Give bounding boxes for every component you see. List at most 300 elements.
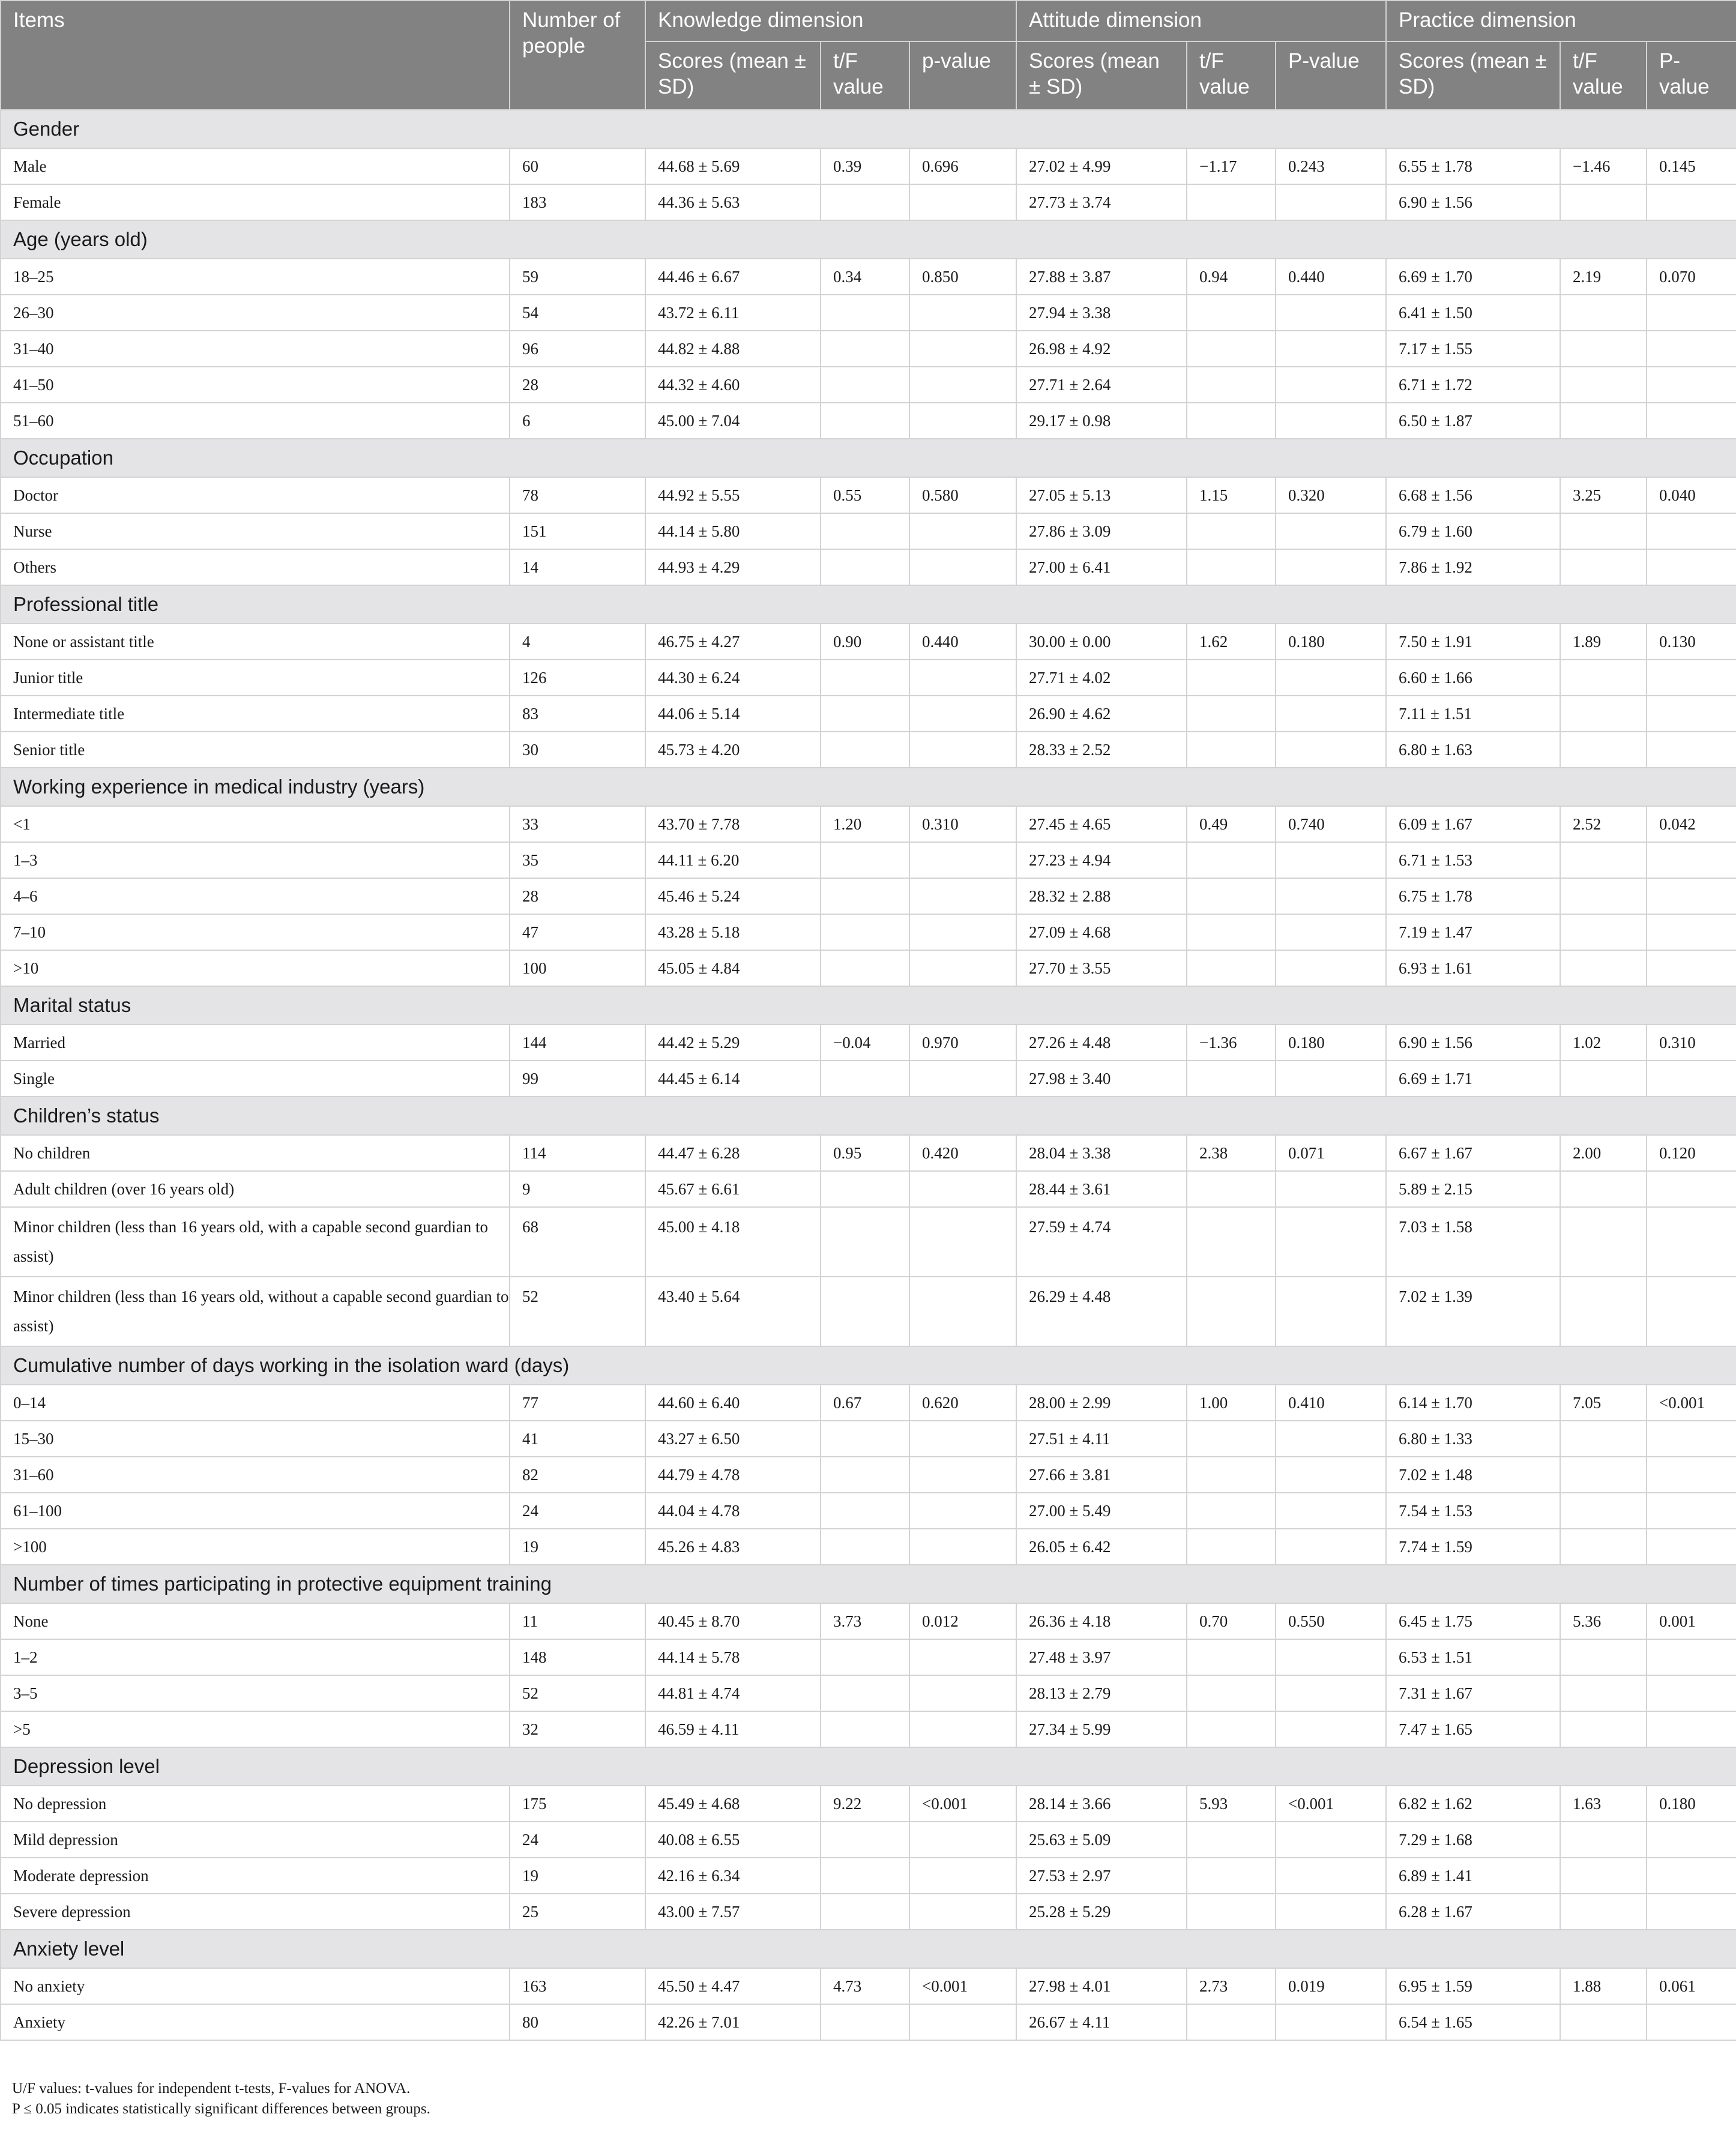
cell-practice-scores: 6.67 ± 1.67: [1386, 1135, 1560, 1171]
cell-practice-tf: [1560, 1894, 1647, 1930]
cell-attitude-scores: 25.28 ± 5.29: [1016, 1894, 1187, 1930]
cell-practice-p: [1647, 513, 1736, 549]
cell-practice-scores: 6.53 ± 1.51: [1386, 1639, 1560, 1675]
cell-practice-tf: [1560, 732, 1647, 768]
cell-item: 61–100: [1, 1493, 510, 1529]
cell-practice-p: [1647, 2004, 1736, 2040]
cell-knowledge-scores: 45.50 ± 4.47: [645, 1968, 821, 2004]
cell-knowledge-tf: [821, 1207, 909, 1277]
cell-count: 24: [510, 1493, 645, 1529]
cell-practice-p: [1647, 1457, 1736, 1493]
cell-attitude-scores: 27.59 ± 4.74: [1016, 1207, 1187, 1277]
table-row: [1, 1894, 1736, 1930]
cell-knowledge-scores: 45.49 ± 4.68: [645, 1786, 821, 1822]
cell-knowledge-tf: [821, 696, 909, 732]
cell-attitude-scores: 27.66 ± 3.81: [1016, 1457, 1187, 1493]
table-row: [1, 1675, 1736, 1711]
cell-knowledge-scores: 43.72 ± 6.11: [645, 295, 821, 331]
footnote-tf: U/F values: t-values for independent t-tests, F-values for ANOVA.: [12, 2080, 411, 2097]
cell-practice-scores: 7.11 ± 1.51: [1386, 696, 1560, 732]
cell-attitude-scores: 26.90 ± 4.62: [1016, 696, 1187, 732]
cell-knowledge-p: [909, 1529, 1016, 1565]
cell-item: None: [1, 1603, 510, 1639]
cell-attitude-tf: [1187, 1207, 1276, 1277]
cell-attitude-scores: 27.34 ± 5.99: [1016, 1711, 1187, 1747]
cell-attitude-scores: 27.02 ± 4.99: [1016, 148, 1187, 184]
cell-practice-p: [1647, 1421, 1736, 1457]
table-row: [1, 1858, 1736, 1894]
table-row: [1, 148, 1736, 184]
cell-attitude-scores: 27.73 ± 3.74: [1016, 184, 1187, 220]
cell-knowledge-p: [909, 696, 1016, 732]
table-row: [1, 1457, 1736, 1493]
cell-knowledge-p: [909, 295, 1016, 331]
cell-attitude-tf: 0.94: [1187, 259, 1276, 295]
cell-count: 6: [510, 403, 645, 439]
table-row: [1, 477, 1736, 513]
cell-attitude-p: [1276, 1421, 1386, 1457]
cell-item: Adult children (over 16 years old): [1, 1171, 510, 1207]
cell-practice-p: [1647, 878, 1736, 914]
cell-item: Others: [1, 549, 510, 585]
cell-knowledge-scores: 44.11 ± 6.20: [645, 842, 821, 878]
cell-item: 51–60: [1, 403, 510, 439]
cell-knowledge-p: [909, 1675, 1016, 1711]
cell-item: 41–50: [1, 367, 510, 403]
cell-attitude-tf: 2.73: [1187, 1968, 1276, 2004]
cell-attitude-tf: [1187, 950, 1276, 986]
cell-attitude-scores: 26.98 ± 4.92: [1016, 331, 1187, 367]
cell-knowledge-tf: [821, 732, 909, 768]
cell-knowledge-tf: [821, 367, 909, 403]
cell-attitude-tf: 1.00: [1187, 1385, 1276, 1421]
cell-knowledge-tf: 0.67: [821, 1385, 909, 1421]
cell-practice-scores: 6.55 ± 1.78: [1386, 148, 1560, 184]
cell-attitude-tf: [1187, 403, 1276, 439]
cell-attitude-p: [1276, 878, 1386, 914]
table-row: [1, 549, 1736, 585]
cell-count: 183: [510, 184, 645, 220]
cell-attitude-tf: 1.62: [1187, 624, 1276, 660]
cell-practice-scores: 6.75 ± 1.78: [1386, 878, 1560, 914]
cell-attitude-scores: 28.33 ± 2.52: [1016, 732, 1187, 768]
cell-practice-p: [1647, 1711, 1736, 1747]
cell-attitude-scores: 27.70 ± 3.55: [1016, 950, 1187, 986]
cell-attitude-p: [1276, 1529, 1386, 1565]
cell-knowledge-scores: 45.67 ± 6.61: [645, 1171, 821, 1207]
cell-item: Moderate depression: [1, 1858, 510, 1894]
cell-knowledge-p: 0.440: [909, 624, 1016, 660]
cell-practice-p: [1647, 367, 1736, 403]
cell-knowledge-scores: 45.00 ± 7.04: [645, 403, 821, 439]
cell-count: 77: [510, 1385, 645, 1421]
cell-knowledge-scores: 44.46 ± 6.67: [645, 259, 821, 295]
cell-practice-p: 0.130: [1647, 624, 1736, 660]
cell-attitude-p: [1276, 1858, 1386, 1894]
cell-knowledge-p: [909, 1171, 1016, 1207]
cell-practice-p: 0.145: [1647, 148, 1736, 184]
cell-knowledge-tf: 0.39: [821, 148, 909, 184]
cell-attitude-tf: [1187, 1639, 1276, 1675]
cell-knowledge-tf: [821, 1639, 909, 1675]
cell-attitude-scores: 27.53 ± 2.97: [1016, 1858, 1187, 1894]
cell-attitude-p: 0.740: [1276, 806, 1386, 842]
table-footnotes: [12, 2079, 430, 2119]
table-row: [1, 1171, 1736, 1207]
table-row: [1, 732, 1736, 768]
cell-practice-tf: [1560, 1061, 1647, 1097]
cell-practice-tf: [1560, 1529, 1647, 1565]
table-row: [1, 1207, 1736, 1277]
cell-knowledge-tf: [821, 1421, 909, 1457]
cell-attitude-tf: [1187, 367, 1276, 403]
cell-practice-p: [1647, 549, 1736, 585]
cell-knowledge-scores: 45.73 ± 4.20: [645, 732, 821, 768]
cell-knowledge-scores: 43.28 ± 5.18: [645, 914, 821, 950]
cell-knowledge-p: [909, 367, 1016, 403]
cell-knowledge-tf: [821, 1457, 909, 1493]
cell-count: 144: [510, 1025, 645, 1061]
cell-practice-tf: [1560, 842, 1647, 878]
cell-practice-scores: 6.82 ± 1.62: [1386, 1786, 1560, 1822]
cell-item: 1–3: [1, 842, 510, 878]
table-row: [1, 1277, 1736, 1346]
cell-knowledge-scores: 44.14 ± 5.80: [645, 513, 821, 549]
cell-item: Intermediate title: [1, 696, 510, 732]
cell-practice-scores: 6.90 ± 1.56: [1386, 184, 1560, 220]
cell-attitude-p: [1276, 1711, 1386, 1747]
cell-practice-p: 0.120: [1647, 1135, 1736, 1171]
cell-practice-p: 0.070: [1647, 259, 1736, 295]
cell-knowledge-scores: 42.26 ± 7.01: [645, 2004, 821, 2040]
cell-item: Male: [1, 148, 510, 184]
cell-item: Married: [1, 1025, 510, 1061]
cell-item: 18–25: [1, 259, 510, 295]
cell-knowledge-tf: 9.22: [821, 1786, 909, 1822]
cell-attitude-tf: 0.49: [1187, 806, 1276, 842]
header-practice: Practice dimension: [1386, 1, 1736, 41]
cell-knowledge-scores: 44.92 ± 5.55: [645, 477, 821, 513]
table-row: [1, 660, 1736, 696]
cell-practice-tf: [1560, 1171, 1647, 1207]
section-title: Cumulative number of days working in the isolation ward (days): [1, 1346, 1736, 1385]
cell-attitude-tf: [1187, 184, 1276, 220]
cell-knowledge-p: [909, 331, 1016, 367]
cell-practice-p: <0.001: [1647, 1385, 1736, 1421]
cell-attitude-tf: [1187, 549, 1276, 585]
cell-attitude-scores: 27.09 ± 4.68: [1016, 914, 1187, 950]
cell-practice-p: [1647, 696, 1736, 732]
cell-attitude-scores: 27.94 ± 3.38: [1016, 295, 1187, 331]
cell-attitude-scores: 28.13 ± 2.79: [1016, 1675, 1187, 1711]
cell-practice-scores: 6.68 ± 1.56: [1386, 477, 1560, 513]
cell-attitude-scores: 28.44 ± 3.61: [1016, 1171, 1187, 1207]
cell-attitude-scores: 27.00 ± 5.49: [1016, 1493, 1187, 1529]
cell-knowledge-scores: 44.45 ± 6.14: [645, 1061, 821, 1097]
cell-knowledge-p: [909, 1822, 1016, 1858]
cell-attitude-scores: 28.00 ± 2.99: [1016, 1385, 1187, 1421]
cell-knowledge-scores: 44.79 ± 4.78: [645, 1457, 821, 1493]
cell-practice-tf: [1560, 331, 1647, 367]
cell-item: <1: [1, 806, 510, 842]
cell-count: 80: [510, 2004, 645, 2040]
cell-count: 9: [510, 1171, 645, 1207]
cell-attitude-scores: 27.26 ± 4.48: [1016, 1025, 1187, 1061]
cell-practice-scores: 7.54 ± 1.53: [1386, 1493, 1560, 1529]
cell-knowledge-p: 0.696: [909, 148, 1016, 184]
cell-practice-p: [1647, 1675, 1736, 1711]
cell-practice-scores: 7.19 ± 1.47: [1386, 914, 1560, 950]
cell-item: Severe depression: [1, 1894, 510, 1930]
cell-practice-scores: 6.28 ± 1.67: [1386, 1894, 1560, 1930]
cell-attitude-tf: [1187, 1171, 1276, 1207]
cell-practice-tf: 1.63: [1560, 1786, 1647, 1822]
cell-knowledge-tf: [821, 1711, 909, 1747]
cell-item: Doctor: [1, 477, 510, 513]
cell-item: 31–40: [1, 331, 510, 367]
cell-practice-scores: 6.41 ± 1.50: [1386, 295, 1560, 331]
cell-attitude-scores: 28.14 ± 3.66: [1016, 1786, 1187, 1822]
cell-practice-tf: [1560, 950, 1647, 986]
cell-practice-tf: [1560, 1711, 1647, 1747]
cell-attitude-tf: [1187, 842, 1276, 878]
cell-attitude-scores: 27.23 ± 4.94: [1016, 842, 1187, 878]
header-items: Items: [1, 1, 510, 110]
cell-attitude-tf: [1187, 696, 1276, 732]
section-row: [1, 986, 1736, 1025]
section-title: Children’s status: [1, 1097, 1736, 1135]
header-attitude-tf: t/F value: [1187, 41, 1276, 110]
cell-practice-tf: [1560, 295, 1647, 331]
cell-practice-p: [1647, 403, 1736, 439]
cell-practice-scores: 7.29 ± 1.68: [1386, 1822, 1560, 1858]
cell-knowledge-p: [909, 1061, 1016, 1097]
header-number: Number of people: [510, 1, 645, 110]
cell-count: 41: [510, 1421, 645, 1457]
cell-item: Junior title: [1, 660, 510, 696]
cell-knowledge-p: <0.001: [909, 1968, 1016, 2004]
cell-attitude-tf: 0.70: [1187, 1603, 1276, 1639]
cell-knowledge-scores: 44.93 ± 4.29: [645, 549, 821, 585]
cell-attitude-tf: [1187, 331, 1276, 367]
section-title: Number of times participating in protective equipment training: [1, 1565, 1736, 1603]
cell-item: Anxiety: [1, 2004, 510, 2040]
table-body: [1, 110, 1736, 2040]
cell-attitude-p: [1276, 914, 1386, 950]
table-row: [1, 842, 1736, 878]
cell-attitude-p: [1276, 2004, 1386, 2040]
section-title: Marital status: [1, 986, 1736, 1025]
cell-practice-p: [1647, 1171, 1736, 1207]
section-row: [1, 1747, 1736, 1786]
cell-attitude-p: [1276, 513, 1386, 549]
cell-item: 0–14: [1, 1385, 510, 1421]
cell-practice-scores: 6.71 ± 1.72: [1386, 367, 1560, 403]
section-title: Professional title: [1, 585, 1736, 624]
table-row: [1, 259, 1736, 295]
cell-practice-tf: −1.46: [1560, 148, 1647, 184]
section-row: [1, 110, 1736, 148]
cell-practice-scores: 6.80 ± 1.63: [1386, 732, 1560, 768]
cell-attitude-tf: [1187, 1421, 1276, 1457]
cell-knowledge-scores: 42.16 ± 6.34: [645, 1858, 821, 1894]
cell-knowledge-p: 0.310: [909, 806, 1016, 842]
table-row: [1, 1493, 1736, 1529]
cell-practice-scores: 6.45 ± 1.75: [1386, 1603, 1560, 1639]
cell-practice-p: 0.061: [1647, 1968, 1736, 2004]
cell-practice-scores: 6.69 ± 1.70: [1386, 259, 1560, 295]
cell-knowledge-tf: [821, 295, 909, 331]
cell-knowledge-tf: [821, 331, 909, 367]
cell-count: 126: [510, 660, 645, 696]
cell-practice-tf: [1560, 403, 1647, 439]
cell-practice-p: [1647, 1277, 1736, 1346]
cell-practice-tf: 1.02: [1560, 1025, 1647, 1061]
cell-practice-tf: [1560, 367, 1647, 403]
cell-practice-scores: 6.80 ± 1.33: [1386, 1421, 1560, 1457]
table-row: [1, 1639, 1736, 1675]
cell-knowledge-p: [909, 513, 1016, 549]
cell-practice-tf: [1560, 660, 1647, 696]
cell-knowledge-scores: 43.40 ± 5.64: [645, 1277, 821, 1346]
cell-knowledge-p: [909, 842, 1016, 878]
cell-attitude-scores: 27.88 ± 3.87: [1016, 259, 1187, 295]
cell-count: 19: [510, 1529, 645, 1565]
cell-knowledge-p: [909, 1457, 1016, 1493]
cell-attitude-scores: 27.98 ± 3.40: [1016, 1061, 1187, 1097]
section-row: [1, 768, 1736, 806]
cell-attitude-scores: 29.17 ± 0.98: [1016, 403, 1187, 439]
cell-practice-p: [1647, 1061, 1736, 1097]
cell-practice-p: [1647, 1493, 1736, 1529]
table-row: [1, 696, 1736, 732]
cell-attitude-tf: [1187, 1711, 1276, 1747]
cell-attitude-tf: −1.17: [1187, 148, 1276, 184]
cell-practice-tf: [1560, 2004, 1647, 2040]
section-title: Gender: [1, 110, 1736, 148]
cell-item: Minor children (less than 16 years old, with a capable second guardian to assist): [1, 1207, 510, 1277]
cell-knowledge-tf: [821, 513, 909, 549]
cell-knowledge-p: [909, 1493, 1016, 1529]
cell-attitude-scores: 30.00 ± 0.00: [1016, 624, 1187, 660]
cell-practice-tf: [1560, 1457, 1647, 1493]
cell-practice-scores: 7.03 ± 1.58: [1386, 1207, 1560, 1277]
cell-knowledge-p: [909, 184, 1016, 220]
cell-item: No depression: [1, 1786, 510, 1822]
cell-count: 33: [510, 806, 645, 842]
cell-knowledge-tf: [821, 2004, 909, 2040]
cell-knowledge-p: <0.001: [909, 1786, 1016, 1822]
cell-knowledge-scores: 44.36 ± 5.63: [645, 184, 821, 220]
cell-attitude-scores: 28.04 ± 3.38: [1016, 1135, 1187, 1171]
cell-knowledge-tf: 0.34: [821, 259, 909, 295]
cell-attitude-tf: [1187, 1529, 1276, 1565]
cell-count: 148: [510, 1639, 645, 1675]
cell-attitude-p: [1276, 367, 1386, 403]
cell-knowledge-scores: 44.42 ± 5.29: [645, 1025, 821, 1061]
cell-practice-scores: 6.60 ± 1.66: [1386, 660, 1560, 696]
cell-practice-scores: 7.47 ± 1.65: [1386, 1711, 1560, 1747]
cell-practice-scores: 6.09 ± 1.67: [1386, 806, 1560, 842]
table-row: [1, 367, 1736, 403]
cell-knowledge-scores: 45.05 ± 4.84: [645, 950, 821, 986]
cell-attitude-tf: [1187, 2004, 1276, 2040]
cell-attitude-tf: −1.36: [1187, 1025, 1276, 1061]
cell-knowledge-p: 0.420: [909, 1135, 1016, 1171]
cell-practice-scores: 6.89 ± 1.41: [1386, 1858, 1560, 1894]
cell-count: 68: [510, 1207, 645, 1277]
cell-practice-scores: 7.31 ± 1.67: [1386, 1675, 1560, 1711]
cell-attitude-scores: 27.98 ± 4.01: [1016, 1968, 1187, 2004]
cell-attitude-p: [1276, 1822, 1386, 1858]
cell-item: Female: [1, 184, 510, 220]
cell-attitude-scores: 27.86 ± 3.09: [1016, 513, 1187, 549]
cell-attitude-tf: [1187, 732, 1276, 768]
cell-practice-tf: [1560, 549, 1647, 585]
cell-count: 60: [510, 148, 645, 184]
cell-item: 3–5: [1, 1675, 510, 1711]
cell-knowledge-p: [909, 1858, 1016, 1894]
cell-knowledge-tf: [821, 1171, 909, 1207]
cell-attitude-p: [1276, 1894, 1386, 1930]
cell-knowledge-tf: −0.04: [821, 1025, 909, 1061]
table-row: [1, 403, 1736, 439]
cell-count: 11: [510, 1603, 645, 1639]
cell-attitude-p: [1276, 1457, 1386, 1493]
table-row: [1, 295, 1736, 331]
cell-practice-tf: [1560, 1277, 1647, 1346]
cell-practice-p: [1647, 950, 1736, 986]
cell-practice-p: [1647, 331, 1736, 367]
cell-attitude-p: [1276, 295, 1386, 331]
cell-practice-scores: 6.95 ± 1.59: [1386, 1968, 1560, 2004]
cell-count: 19: [510, 1858, 645, 1894]
table-row: [1, 513, 1736, 549]
cell-knowledge-p: [909, 1894, 1016, 1930]
section-title: Depression level: [1, 1747, 1736, 1786]
cell-practice-p: 0.180: [1647, 1786, 1736, 1822]
cell-attitude-p: [1276, 1493, 1386, 1529]
cell-practice-p: [1647, 1529, 1736, 1565]
cell-attitude-p: [1276, 184, 1386, 220]
cell-attitude-p: [1276, 403, 1386, 439]
cell-knowledge-p: [909, 950, 1016, 986]
cell-knowledge-scores: 46.59 ± 4.11: [645, 1711, 821, 1747]
header-practice-tf: t/F value: [1560, 41, 1647, 110]
cell-attitude-scores: 28.32 ± 2.88: [1016, 878, 1187, 914]
cell-attitude-p: 0.550: [1276, 1603, 1386, 1639]
cell-attitude-scores: 26.36 ± 4.18: [1016, 1603, 1187, 1639]
cell-attitude-tf: [1187, 1822, 1276, 1858]
cell-practice-scores: 6.14 ± 1.70: [1386, 1385, 1560, 1421]
table-row: [1, 624, 1736, 660]
table-row: [1, 1529, 1736, 1565]
cell-practice-p: [1647, 732, 1736, 768]
header-attitude: Attitude dimension: [1016, 1, 1386, 41]
cell-attitude-p: 0.243: [1276, 148, 1386, 184]
cell-practice-p: [1647, 842, 1736, 878]
cell-practice-tf: 3.25: [1560, 477, 1647, 513]
section-row: [1, 585, 1736, 624]
cell-count: 24: [510, 1822, 645, 1858]
cell-knowledge-scores: 43.70 ± 7.78: [645, 806, 821, 842]
cell-practice-scores: 7.02 ± 1.48: [1386, 1457, 1560, 1493]
cell-count: 25: [510, 1894, 645, 1930]
cell-practice-p: [1647, 1858, 1736, 1894]
cell-attitude-p: [1276, 1639, 1386, 1675]
cell-knowledge-tf: [821, 878, 909, 914]
cell-practice-p: 0.310: [1647, 1025, 1736, 1061]
